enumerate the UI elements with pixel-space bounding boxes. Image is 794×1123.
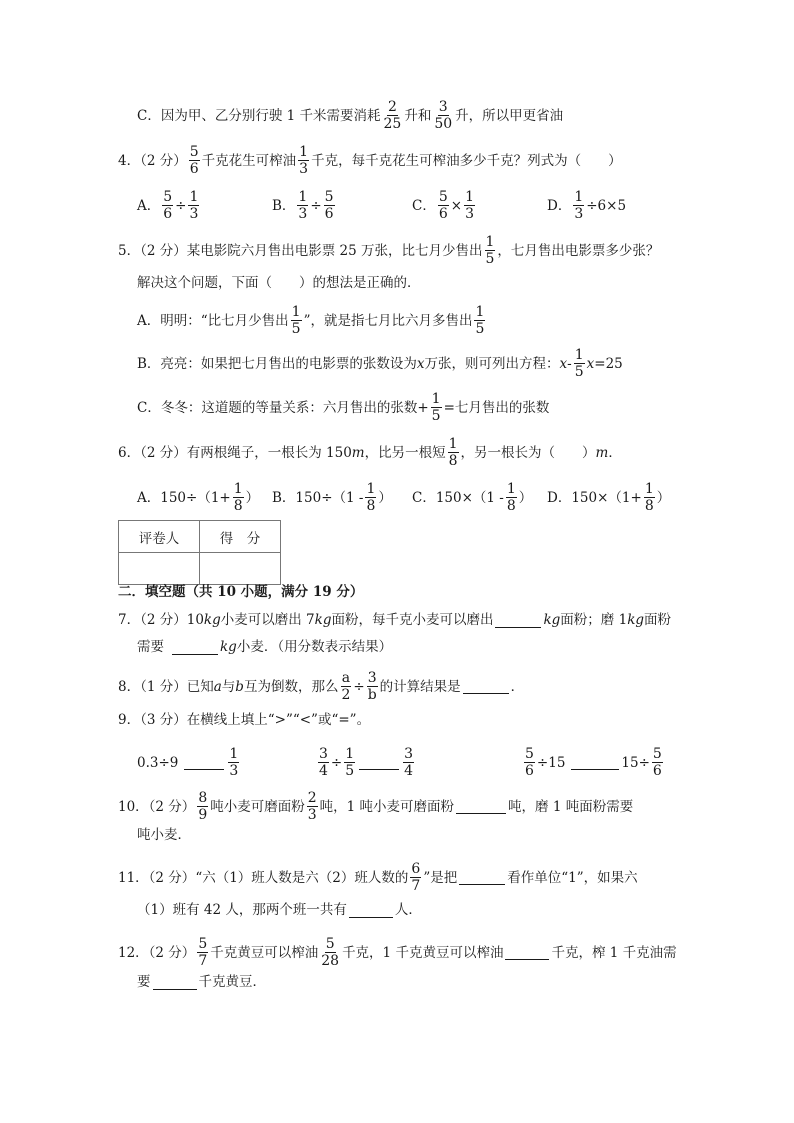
- text: kg: [220, 639, 237, 655]
- fraction: [506, 482, 517, 513]
- text: D．150×（1+: [547, 489, 642, 506]
- text: 要: [137, 974, 151, 990]
- text: 1: [291, 304, 301, 320]
- text: 1: [475, 304, 485, 320]
- text: 千克，每千克花生可榨油多少千克？列式为（ ）: [311, 152, 622, 169]
- text: =七月售出的张数: [443, 399, 550, 416]
- text: ÷: [310, 197, 322, 214]
- text: 1: [298, 189, 308, 205]
- fraction: [574, 348, 585, 379]
- text: 2: [307, 790, 317, 806]
- text: 有两根绳子，一根长为 150: [186, 444, 352, 461]
- section-heading: [118, 582, 363, 602]
- text: 人．: [394, 902, 422, 918]
- text: b: [367, 687, 377, 703]
- text: kg: [314, 612, 332, 628]
- answer-blank[interactable]: [456, 799, 506, 814]
- fraction: [197, 937, 208, 968]
- q5-option-b: [137, 348, 623, 379]
- text: 3: [298, 206, 308, 222]
- text: ÷: [175, 197, 187, 214]
- text: 千克黄豆．: [198, 974, 266, 990]
- text: ）: [518, 489, 533, 506]
- text: C．冬冬：这道题的等量关系：六月售出的张数+: [137, 399, 429, 416]
- text: a: [341, 670, 351, 686]
- text: 万张，则可列出方程：: [424, 355, 560, 372]
- text: 千克黄豆可以榨油: [210, 944, 319, 961]
- text: B．: [272, 197, 296, 214]
- text: x: [559, 355, 568, 372]
- text: 5: [431, 408, 441, 424]
- question-12: [118, 937, 677, 968]
- grader-cell[interactable]: [119, 553, 200, 585]
- fraction: [324, 190, 335, 221]
- text: “六（1）班人数是六（2）班人数的: [195, 869, 409, 886]
- text: A．150÷（1+: [137, 489, 231, 506]
- text: 5: [189, 144, 199, 160]
- text: C．: [412, 197, 436, 214]
- text: 面粉: [644, 612, 672, 628]
- fraction: [573, 190, 584, 221]
- score-cell[interactable]: [200, 553, 281, 585]
- q4-option-d: [547, 190, 626, 221]
- text: 1: [485, 234, 495, 250]
- q5-option-c: [137, 392, 549, 423]
- text: 7．（2 分）: [118, 612, 187, 628]
- fraction: [307, 791, 318, 822]
- fraction: [438, 190, 449, 221]
- text: 千克，榨 1 千克油需: [551, 944, 677, 961]
- text: 1: [233, 481, 243, 497]
- question-4: [118, 145, 622, 176]
- text: 4．（2 分）: [118, 152, 187, 169]
- text: D．: [547, 197, 572, 214]
- text: 2: [341, 687, 351, 703]
- text: C．因为甲、乙分别行驶 1 千米需要消耗: [137, 107, 381, 124]
- text: 升和: [404, 107, 432, 124]
- text: 3: [438, 99, 448, 115]
- text: ÷: [330, 754, 343, 771]
- text: ×: [450, 197, 463, 214]
- text: ”，就是指七月比六月多售出: [303, 312, 473, 329]
- text: 千克，1 千克黄豆可以榨油: [342, 944, 504, 961]
- text: =25: [594, 355, 623, 372]
- text: 50: [434, 116, 453, 132]
- text: 1: [366, 481, 376, 497]
- text: 1: [299, 144, 309, 160]
- text: 6: [189, 161, 199, 177]
- text: 某电影院六月售出电影票 25 万张，比七月少售出: [186, 242, 483, 259]
- text: ）: [656, 489, 671, 506]
- text: 3: [465, 206, 474, 222]
- fraction: [367, 671, 378, 702]
- text: 3: [299, 161, 309, 177]
- fraction: [644, 482, 655, 513]
- text: 吨，1 吨小麦可磨面粉: [319, 798, 455, 815]
- q4-option-a: [137, 190, 201, 221]
- text: 3: [229, 763, 239, 779]
- text: kg: [543, 612, 561, 628]
- fraction: [188, 190, 199, 221]
- text: ，比另一根短: [364, 444, 446, 461]
- text: 9．（3 分）: [118, 712, 187, 728]
- text: 5: [324, 189, 334, 205]
- text: 28: [321, 953, 340, 969]
- text: 6: [652, 763, 662, 779]
- text: a: [213, 678, 222, 695]
- fraction: [318, 747, 329, 778]
- text: ．: [608, 444, 622, 461]
- fraction: [344, 747, 355, 778]
- q10-line2: [137, 825, 191, 845]
- grader-table: [118, 520, 281, 585]
- text: 5: [525, 746, 534, 762]
- text: 1: [574, 189, 584, 205]
- text: 面粉，每千克小麦可以磨出: [331, 612, 494, 628]
- fraction: [431, 392, 442, 423]
- text: ，七月售出电影票多少张？: [497, 242, 660, 259]
- text: 1: [448, 436, 458, 452]
- q11-line2: [137, 900, 422, 920]
- text: 3: [404, 746, 414, 762]
- text: 6: [324, 206, 334, 222]
- text: 5: [475, 321, 485, 337]
- text: ．: [510, 678, 525, 695]
- text: 3: [574, 206, 584, 222]
- text: 8．（1 分）: [118, 678, 187, 695]
- text: 5: [438, 189, 448, 205]
- text: B．亮亮：如果把七月售出的电影票的张数设为: [137, 355, 417, 372]
- text: 面粉；磨 1: [560, 612, 628, 628]
- text: 10: [186, 612, 204, 628]
- text: 已知: [186, 678, 214, 695]
- text: 互为倒数，那么: [243, 678, 339, 695]
- text: -: [567, 355, 572, 372]
- question-7: [118, 610, 671, 630]
- fraction: [652, 747, 663, 778]
- text: 12．（2 分）: [118, 944, 196, 961]
- answer-blank[interactable]: [505, 945, 549, 960]
- text: b: [235, 678, 244, 695]
- fraction: [448, 437, 459, 468]
- text: 看作单位“1”，如果六: [507, 869, 638, 886]
- text: ÷: [353, 678, 365, 695]
- text: 6: [525, 763, 534, 779]
- q6-option-d: [547, 482, 670, 513]
- text: ”是把: [423, 869, 458, 886]
- text: kg: [203, 612, 221, 628]
- text: 3: [189, 206, 199, 222]
- text: C．150×（1 -: [412, 489, 504, 506]
- text: A．: [137, 197, 161, 214]
- text: 5: [163, 189, 173, 205]
- text: 的计算结果是: [379, 678, 461, 695]
- q3-option-c: [137, 100, 563, 131]
- text: 升，所以甲更省油: [455, 107, 564, 124]
- text: 8: [233, 498, 243, 514]
- answer-blank[interactable]: [153, 975, 197, 990]
- fraction: [464, 190, 475, 221]
- text: 6: [163, 206, 173, 222]
- answer-blank[interactable]: [463, 679, 509, 694]
- text: x: [586, 355, 595, 372]
- text: 5: [198, 936, 208, 952]
- text: 1: [574, 347, 584, 363]
- text: ÷15: [536, 754, 566, 771]
- q6-option-a: [137, 482, 259, 513]
- question-8: [118, 671, 524, 702]
- text: B．150÷（1 -: [272, 489, 364, 506]
- fraction: [485, 235, 496, 266]
- text: 7: [411, 878, 421, 894]
- text: 1: [229, 746, 239, 762]
- fraction: [291, 305, 302, 336]
- text: 小麦．（用分数表示结果）: [236, 639, 393, 655]
- text: 8: [448, 453, 458, 469]
- question-5: [118, 235, 659, 266]
- answer-blank[interactable]: [184, 755, 224, 770]
- text: 吨，磨 1 吨面粉需要: [508, 798, 634, 815]
- text: 8: [366, 498, 376, 514]
- fraction: [228, 747, 239, 778]
- text: （1）班有 42 人，那两个班一共有: [137, 902, 347, 918]
- text: 1: [644, 481, 654, 497]
- fraction: [297, 190, 308, 221]
- text: 小麦可以磨出 7: [220, 612, 315, 628]
- text: 二．填空题（共 10 小题，满分 19 分）: [118, 584, 364, 600]
- text: 吨小麦可磨面粉: [210, 798, 305, 815]
- text: ，另一根长为（ ）: [460, 444, 596, 461]
- q6-option-b: [272, 482, 392, 513]
- text: 5: [291, 321, 301, 337]
- text: 3: [307, 807, 317, 823]
- text: 0.3÷9: [137, 754, 179, 771]
- text: 1: [506, 481, 516, 497]
- q9-expr-3: [522, 747, 665, 778]
- text: ）: [378, 489, 392, 506]
- question-6: [118, 437, 622, 468]
- text: 1: [189, 189, 199, 205]
- text: kg: [627, 612, 645, 628]
- text: m: [595, 444, 609, 461]
- text: 5: [652, 746, 662, 762]
- text: 3: [367, 670, 377, 686]
- q6-option-c: [412, 482, 532, 513]
- text: 5: [574, 364, 584, 380]
- text: ）: [245, 489, 260, 506]
- text: 4: [404, 763, 414, 779]
- fraction: [298, 145, 309, 176]
- text: 8: [198, 790, 208, 806]
- text: 在横线上填上“>”“<”或“=”。: [186, 712, 371, 728]
- q9-expr-1: [137, 747, 241, 778]
- answer-blank[interactable]: [495, 613, 541, 628]
- fraction: [403, 747, 414, 778]
- fraction: [189, 145, 200, 176]
- fraction: [340, 671, 351, 702]
- text: 5: [485, 251, 495, 267]
- score-header: 得 分: [200, 521, 281, 553]
- text: 15÷: [621, 754, 650, 771]
- text: 1: [431, 391, 441, 407]
- q4-option-c: [412, 190, 477, 221]
- text: 需要: [137, 639, 164, 655]
- question-10: [118, 791, 633, 822]
- q7-line2: [137, 637, 392, 657]
- fraction: [410, 862, 421, 893]
- answer-blank[interactable]: [459, 870, 505, 885]
- text: 5: [345, 763, 355, 779]
- fraction: [320, 937, 340, 968]
- text: x: [416, 355, 425, 372]
- text: 与: [221, 678, 236, 695]
- q5-line2: [137, 273, 421, 293]
- question-11: [118, 862, 638, 893]
- fraction: [524, 747, 535, 778]
- text: 25: [383, 116, 402, 132]
- text: 7: [198, 953, 208, 969]
- grader-header: 评卷人: [119, 521, 200, 553]
- q5-option-a: [137, 305, 487, 336]
- text: 8: [644, 498, 654, 514]
- text: 千克花生可榨油: [201, 152, 297, 169]
- text: 4: [319, 763, 328, 779]
- text: 6: [438, 206, 448, 222]
- text: 解决这个问题，下面（ ）的想法是正确的．: [137, 275, 421, 291]
- question-9: [118, 710, 370, 730]
- fraction: [474, 305, 485, 336]
- text: 10．（2 分）: [118, 798, 196, 815]
- text: 5: [325, 936, 335, 952]
- fraction: [197, 791, 208, 822]
- text: 6．（2 分）: [118, 444, 187, 461]
- text: 吨小麦．: [137, 827, 191, 843]
- fraction: [365, 482, 376, 513]
- text: ÷6×5: [586, 197, 627, 214]
- fraction: [233, 482, 244, 513]
- text: m: [351, 444, 365, 461]
- text: 1: [465, 189, 474, 205]
- fraction: [383, 100, 403, 131]
- answer-blank[interactable]: [359, 755, 399, 770]
- q9-expr-2: [316, 747, 416, 778]
- answer-blank[interactable]: [349, 903, 393, 918]
- text: 8: [506, 498, 516, 514]
- q4-option-b: [272, 190, 337, 221]
- text: 1: [345, 746, 355, 762]
- text: 6: [411, 861, 421, 877]
- text: 9: [198, 807, 208, 823]
- answer-blank[interactable]: [571, 755, 619, 770]
- text: A．明明：“比七月少售出: [137, 312, 289, 329]
- text: 5．（2 分）: [118, 242, 187, 259]
- fraction: [433, 100, 453, 131]
- text: 11．（2 分）: [118, 869, 196, 886]
- q12-line2: [137, 972, 266, 992]
- fraction: [162, 190, 173, 221]
- text: 2: [387, 99, 397, 115]
- text: 3: [319, 746, 328, 762]
- answer-blank[interactable]: [172, 640, 218, 655]
